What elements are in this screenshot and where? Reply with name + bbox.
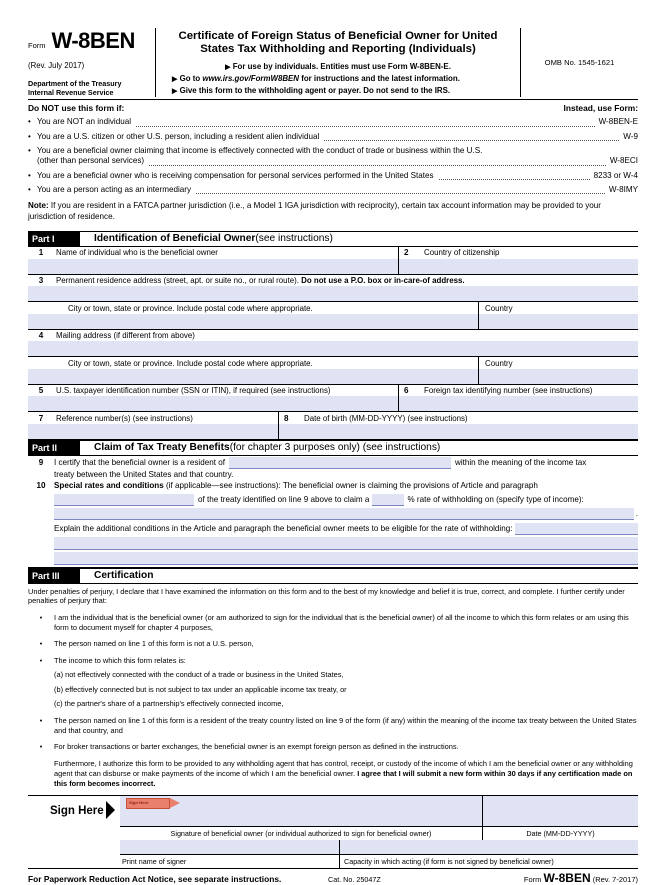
certification-furthermore (28, 759, 638, 789)
instead-use-form-heading: Instead, use Form: (563, 103, 638, 114)
do-not-use-item-answer: W-8IMY (608, 184, 638, 194)
header-title-block (156, 28, 520, 97)
header-sub-1 (162, 61, 514, 73)
certificate-title (162, 30, 514, 57)
footer-revision: (Rev. 7-2017) (592, 874, 638, 884)
header-sub-3-text: Give this form to the withholding agent or payer. Do not send to the IRS. (179, 86, 451, 96)
department-block (28, 79, 149, 97)
capacity-caption: Capacity in which acting (if form is not signed by beneficial owner) (344, 856, 554, 866)
do-not-use-item-body (37, 171, 638, 182)
note-label: Note: (28, 201, 49, 211)
irs-form-url[interactable]: www.irs.gov/FormW8BEN (202, 74, 299, 84)
part-1-title (80, 232, 333, 246)
header-left-block (28, 28, 156, 97)
leader-dots (196, 193, 605, 194)
field-country-of-citizenship[interactable] (398, 247, 638, 274)
certification-bullet-text: The income to which this form relates is: (54, 655, 186, 665)
note-text: If you are resident in a FATCA partner jurisdiction (i.e., a Model 1 IGA jurisdiction with reciprocity), certain tax account information may be provided to your jurisdiction of residence. (28, 201, 601, 222)
field-foreign-tin[interactable] (398, 385, 638, 412)
line-1-number: 1 (38, 248, 44, 258)
print-capacity-row (120, 840, 638, 868)
line-4-input[interactable] (28, 341, 638, 356)
header-sub-3 (162, 85, 514, 97)
line-9-pre-text: I certify that the beneficial owner is a resident of (54, 458, 225, 468)
bullet-icon: • (28, 184, 31, 194)
sign-here-fields (120, 796, 638, 868)
line-10-explain-text: Explain the additional conditions in the Article and paragraph the beneficial owner meets to be eligible for the rate of withholding: (54, 524, 513, 534)
line-9-number: 9 (38, 458, 44, 468)
do-not-use-heading: Do NOT use this form if: (28, 103, 125, 114)
line-9-post-text: within the meaning of the income tax (454, 458, 587, 468)
line-3-label-bold: Do not use a P.O. box or in-care-of address. (298, 276, 465, 286)
do-not-use-item-text: You are a beneficial owner claiming that income is effectively connected with the conduct of trade or business within the U.S. (37, 145, 483, 155)
signature-date-row (120, 796, 638, 840)
part-3-tag: Part III (28, 569, 80, 583)
line-10-income-type-input[interactable] (54, 508, 634, 520)
triangle-right-icon: ▶ (172, 76, 178, 84)
field-mailing-address[interactable] (28, 330, 638, 357)
line-4-country-label-text: Country (485, 358, 513, 368)
line-7-label-text: Reference number(s) (see instructions) (56, 413, 193, 423)
line-4-label-text: Mailing address (if different from above) (56, 331, 195, 341)
sign-here-flag-icon (126, 798, 182, 809)
line-10-explain-input-3[interactable] (54, 552, 638, 565)
form-row-line-5-6 (28, 385, 638, 413)
do-not-use-item-answer: W-9 (623, 131, 638, 141)
line-3-number: 3 (38, 276, 44, 286)
certification-bullet-text: I am the individual that is the beneficial owner (or am authorized to sign for the individual that is the beneficial owner) of all the income to which this form relates or am using this form to document myself for chapter 4 purposes, (54, 613, 629, 633)
line-2-label (399, 247, 638, 259)
part-1-title-text: Identification of Beneficial Owner (94, 233, 256, 245)
bullet-icon: • (28, 117, 31, 127)
form-page (28, 28, 638, 885)
header-subtitles (162, 61, 514, 97)
bullet-icon: • (39, 744, 43, 752)
do-not-use-item (28, 117, 638, 128)
do-not-use-item-text: You are a U.S. citizen or other U.S. person, including a resident alien individual (37, 131, 320, 141)
line-4-city-label (28, 357, 478, 368)
line-8-number: 8 (284, 413, 289, 423)
sign-here-block (28, 795, 638, 868)
furthermore-bold-text: I agree that I will submit a new form within 30 days if any certification made on this form becomes incorrect. (54, 769, 633, 789)
do-not-use-item (28, 132, 638, 143)
certification-subitem: (b) effectively connected but is not subject to tax under an applicable income tax treaty, or (54, 684, 347, 694)
do-not-use-item-text: You are a beneficial owner who is receiving compensation for personal services performed in the United States (37, 170, 434, 180)
revision-date: (Rev. July 2017) (28, 61, 85, 70)
line-3-label-text (54, 276, 465, 286)
line-4-number: 4 (38, 331, 44, 341)
certification-bullet-text: For broker transactions or barter exchanges, the beneficial owner is an exempt foreign person as defined in the instructions. (54, 742, 459, 752)
footer-form-number: W-8BEN (543, 870, 591, 885)
certificate-title-line-1: Certificate of Foreign Status of Beneficial Owner for United (178, 30, 498, 42)
line-10-text (54, 481, 538, 492)
line-5-label-text: U.S. taxpayer identification number (SSN or ITIN), if required (see instructions) (56, 386, 331, 396)
line-2-input[interactable] (399, 259, 638, 274)
line-10-row (28, 480, 638, 492)
line-3-label (28, 275, 638, 287)
field-us-tin[interactable] (28, 385, 398, 412)
line-4-label (28, 330, 638, 342)
field-permanent-city[interactable] (28, 302, 478, 328)
field-permanent-country[interactable] (478, 302, 638, 328)
flag-tip (170, 798, 180, 808)
line-1-input[interactable] (28, 259, 398, 274)
part-3-title: Certification (94, 570, 154, 582)
line-4-city-input[interactable] (28, 369, 478, 384)
line-10-article-row (28, 492, 638, 506)
form-identifier (28, 28, 149, 52)
signature-caption: Signature of beneficial owner (or individual authorized to sign for beneficial owner) (170, 828, 432, 838)
line-8-input[interactable] (279, 424, 638, 439)
department-line-2: Internal Revenue Service (28, 88, 114, 98)
line-6-label-text: Foreign tax identifying number (see instructions) (424, 386, 593, 396)
capacity-cell[interactable] (340, 840, 638, 868)
bullet-icon: • (39, 615, 43, 623)
line-3-input[interactable] (28, 286, 638, 301)
part-1-tag: Part I (28, 232, 80, 246)
line-5-input[interactable] (28, 396, 398, 411)
certification-bullet (28, 716, 638, 736)
bullet-icon: • (28, 131, 31, 141)
do-not-use-item (28, 171, 638, 182)
line-3-city-label (28, 302, 478, 313)
line-3-city-label-text: City or town, state or province. Include postal code where appropriate. (68, 303, 313, 313)
field-reference-number[interactable] (28, 412, 278, 439)
date-cell[interactable] (483, 796, 638, 840)
bullet-icon: • (28, 170, 31, 180)
line-7-number: 7 (38, 413, 44, 423)
fatca-note (28, 201, 638, 223)
line-3-country-label (479, 302, 638, 313)
line-10-explain-row (28, 520, 638, 535)
catalog-number: Cat. No. 25047Z (328, 874, 381, 884)
certification-bullet-text: The person named on line 1 of this form is not a U.S. person, (54, 639, 254, 649)
do-not-use-item-body (37, 146, 638, 167)
part-2-title-text: Claim of Tax Treaty Benefits (94, 442, 230, 454)
line-3-label-normal: Permanent residence address (street, apt. or suite no., or rural route). (56, 276, 299, 286)
line-10-explain-input-1[interactable] (515, 523, 639, 535)
line-6-input[interactable] (399, 396, 638, 411)
omb-box (520, 28, 638, 97)
header-sub-2 (162, 73, 514, 85)
line-1-label (28, 247, 398, 259)
do-not-use-headings (28, 103, 638, 113)
do-not-use-section (28, 100, 638, 195)
furthermore-text: Furthermore, I authorize this form to be provided to any withholding agent that has control, receipt, or custody of the income of which I am the beneficial owner or any withholding agent that can disburse or make payments of the income of which I am the beneficial owner. (54, 759, 633, 779)
part-1-bar (28, 231, 638, 247)
line-10-mid-text: of the treaty identified on line 9 above to claim a (198, 495, 370, 505)
field-mailing-city[interactable] (28, 357, 478, 383)
line-3-country-input[interactable] (479, 314, 638, 329)
leader-dots (136, 126, 595, 127)
do-not-use-item-line2 (37, 156, 638, 167)
line-10-rate-input[interactable] (372, 494, 404, 506)
certificate-title-line-2: States Tax Withholding and Reporting (Individuals) (200, 43, 476, 56)
line-6-label (399, 385, 638, 397)
line-8-label (279, 412, 638, 424)
arrow-right-icon (106, 801, 115, 819)
form-row-line-3-city (28, 302, 638, 329)
form-row-line-3 (28, 275, 638, 303)
line-10-explain-input-2[interactable] (54, 537, 638, 550)
line-2-number: 2 (404, 248, 409, 258)
line-10-bold-lead: Special rates and conditions (54, 481, 164, 491)
form-number-title: W-8BEN (51, 28, 135, 53)
flag-label: Sign Here (129, 799, 149, 805)
field-date-of-birth[interactable] (278, 412, 638, 439)
certification-bullet (28, 613, 638, 633)
line-4-country-label (479, 357, 638, 368)
do-not-use-item (28, 146, 638, 167)
do-not-use-item-body (37, 132, 638, 143)
do-not-use-item-answer: W-8ECI (609, 156, 638, 166)
omb-number: OMB No. 1545-1621 (544, 58, 615, 68)
part-2-bar (28, 440, 638, 456)
line-9-continuation: treaty between the United States and that country. (54, 469, 234, 479)
line-4-city-label-text: City or town, state or province. Include postal code where appropriate. (68, 358, 313, 368)
line-9-row (28, 456, 638, 469)
form-word-label: Form (28, 41, 46, 50)
part-3-bar (28, 568, 638, 584)
do-not-use-item-text: You are a person acting as an intermediary (37, 184, 192, 194)
certification-bullet-text: The person named on line 1 of this form is a resident of the treaty country listed on line 9 of the form (if any) within the meaning of the income tax treaty between the United States and that country, and (54, 716, 637, 736)
line-10-number: 10 (36, 481, 46, 491)
do-not-use-item-text2: (other than personal services) (37, 156, 145, 166)
certification-bullet (28, 656, 638, 667)
leader-dots (324, 140, 619, 141)
date-input[interactable] (483, 796, 638, 827)
line-7-input[interactable] (28, 424, 278, 439)
line-10-rest-text: (if applicable—see instructions): The beneficial owner is claiming the provisions of Article and paragraph (163, 481, 538, 491)
print-name-input[interactable] (120, 840, 339, 855)
footer-form-word: Form (523, 874, 542, 884)
paperwork-notice: For Paperwork Reduction Act Notice, see separate instructions. (28, 873, 282, 884)
line-2-label-text: Country of citizenship (424, 248, 500, 258)
line-5-number: 5 (38, 386, 44, 396)
line-3-country-label-text: Country (485, 303, 513, 313)
do-not-use-item-body (37, 185, 638, 196)
line-10-article-input[interactable] (54, 494, 194, 506)
field-mailing-country[interactable] (478, 357, 638, 383)
print-name-cell[interactable] (120, 840, 340, 868)
line-7-label (28, 412, 278, 424)
certification-bullet (28, 742, 638, 753)
certification-intro: Under penalties of perjury, I declare that I have examined the information on this form and to the best of my knowledge and belief it is true, correct, and complete. I further certify under penalties of perjury that: (28, 586, 625, 606)
sign-here-label: Sign Here (50, 805, 104, 818)
line-9-treaty-country-input[interactable] (229, 457, 451, 469)
leader-dots (439, 179, 590, 180)
bullet-icon: • (39, 718, 43, 726)
sign-here-label-column (28, 796, 120, 868)
form-header (28, 28, 638, 100)
header-sub-2-post: for instructions and the latest information. (299, 74, 460, 84)
do-not-use-item (28, 185, 638, 196)
signature-cell[interactable] (120, 796, 483, 840)
leader-dots (149, 165, 606, 166)
do-not-use-item-text: You are NOT an individual (37, 117, 132, 127)
bullet-icon: • (39, 657, 43, 665)
certification-bullet (28, 639, 638, 650)
part-2-body (28, 456, 638, 568)
line-6-number: 6 (404, 386, 409, 396)
part-1-title-suffix: (see instructions) (255, 233, 333, 245)
do-not-use-item-answer: W-8BEN-E (598, 117, 638, 127)
header-sub-2-pre: Go to (179, 74, 203, 84)
line-8-label-text: Date of birth (MM-DD-YYYY) (see instructions) (304, 413, 468, 423)
print-name-caption: Print name of signer (122, 856, 187, 866)
form-footer (28, 868, 638, 885)
line-10-income-type-row (28, 506, 638, 520)
line-10-percent-text: % rate of withholding on (specify type of income): (407, 495, 584, 505)
triangle-right-icon: ▶ (225, 63, 231, 71)
form-row-line-7-8 (28, 412, 638, 440)
date-caption: Date (MM-DD-YYYY) (526, 828, 595, 838)
bullet-icon: • (39, 641, 43, 649)
line-4-country-input[interactable] (479, 369, 638, 384)
certification-subitem: (c) the partner's share of a partnership's effectively connected income, (54, 699, 284, 709)
header-sub-1-text: For use by individuals. Entities must use Form W-8BEN-E. (232, 61, 451, 71)
field-permanent-address[interactable] (28, 275, 638, 302)
form-row-line-4-city (28, 357, 638, 384)
line-3-city-input[interactable] (28, 314, 478, 329)
line-1-label-text: Name of individual who is the beneficial owner (56, 248, 218, 258)
form-row-line-1-2 (28, 247, 638, 275)
certification-subitem: (a) not effectively connected with the conduct of a trade or business in the United States, (54, 670, 344, 680)
line-10-period: . (635, 509, 638, 519)
bullet-icon: • (28, 145, 31, 155)
form-row-line-4 (28, 330, 638, 358)
footer-form-identifier (524, 871, 638, 885)
capacity-input[interactable] (340, 840, 638, 855)
signature-input[interactable] (120, 796, 482, 827)
line-5-label (28, 385, 398, 397)
do-not-use-item-answer: 8233 or W-4 (593, 170, 638, 180)
part-2-title-suffix: (for chapter 3 purposes only) (see instructions) (229, 442, 441, 454)
department-line-1: Department of the Treasury (28, 79, 122, 88)
field-name-of-individual[interactable] (28, 247, 398, 274)
do-not-use-item-body (37, 117, 638, 128)
triangle-right-icon: ▶ (172, 88, 178, 96)
part-2-title (80, 441, 440, 455)
part-2-tag: Part II (28, 441, 80, 455)
certification-bullets (28, 613, 638, 789)
